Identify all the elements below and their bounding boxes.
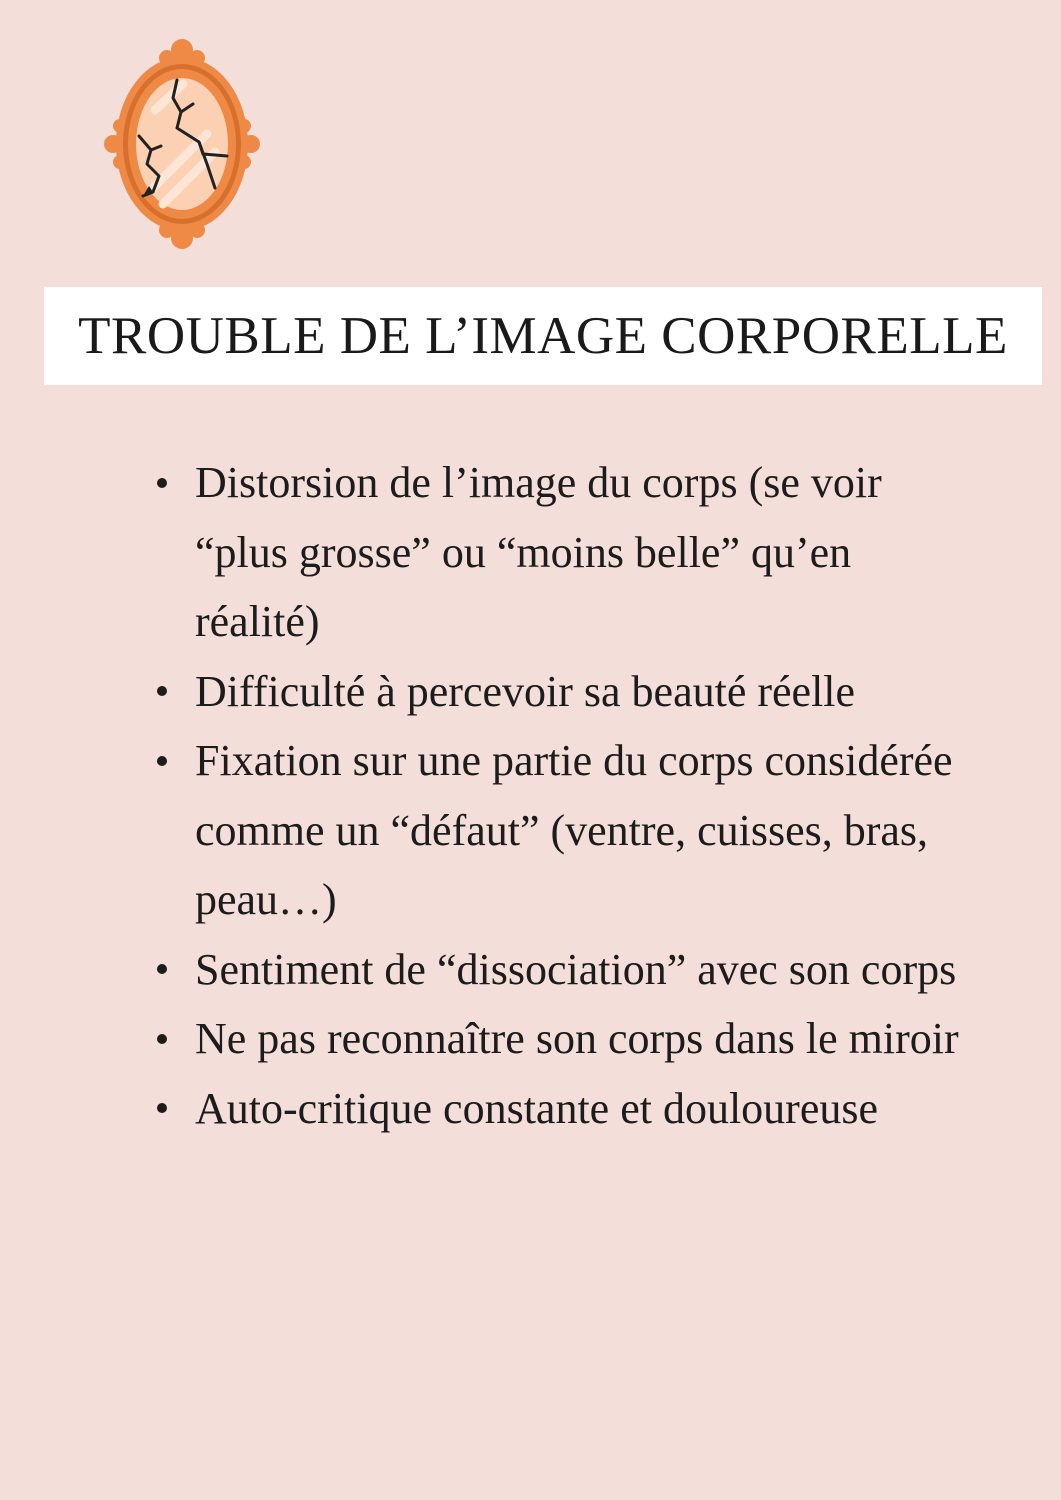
list-item-text: Ne pas reconnaître son corps dans le miroir [195,1014,959,1063]
list-item-text: Auto-critique constante et douloureuse [195,1083,879,1133]
list-item-text: Difficulté à percevoir sa beauté réelle [195,666,856,716]
list-item [150,935,980,1005]
list-item [150,726,980,935]
list-item-text: Sentiment de “dissociation” avec son corps [195,944,957,994]
page-title: TROUBLE DE L’IMAGE CORPORELLE [78,307,1008,365]
bullet-icon [152,448,172,518]
bullet-icon [152,657,172,727]
cracked-mirror-icon [103,38,261,250]
bullet-icon [152,726,172,796]
list-item [150,1074,980,1144]
list-item-text: Distorsion de l’image du corps (se voir “plus grosse” ou “moins belle” qu’en réalité) [195,458,882,646]
bullet-icon [152,935,172,1005]
symptom-list [150,448,980,1143]
list-item [150,448,980,657]
list-item [150,657,980,727]
bullet-icon [152,1074,172,1144]
list-item [150,1004,980,1074]
title-banner [44,287,1042,385]
list-item-text: Fixation sur une partie du corps considérée comme un “défaut” (ventre, cuisses, bras, peau…) [195,736,953,924]
bullet-icon [152,1004,172,1074]
